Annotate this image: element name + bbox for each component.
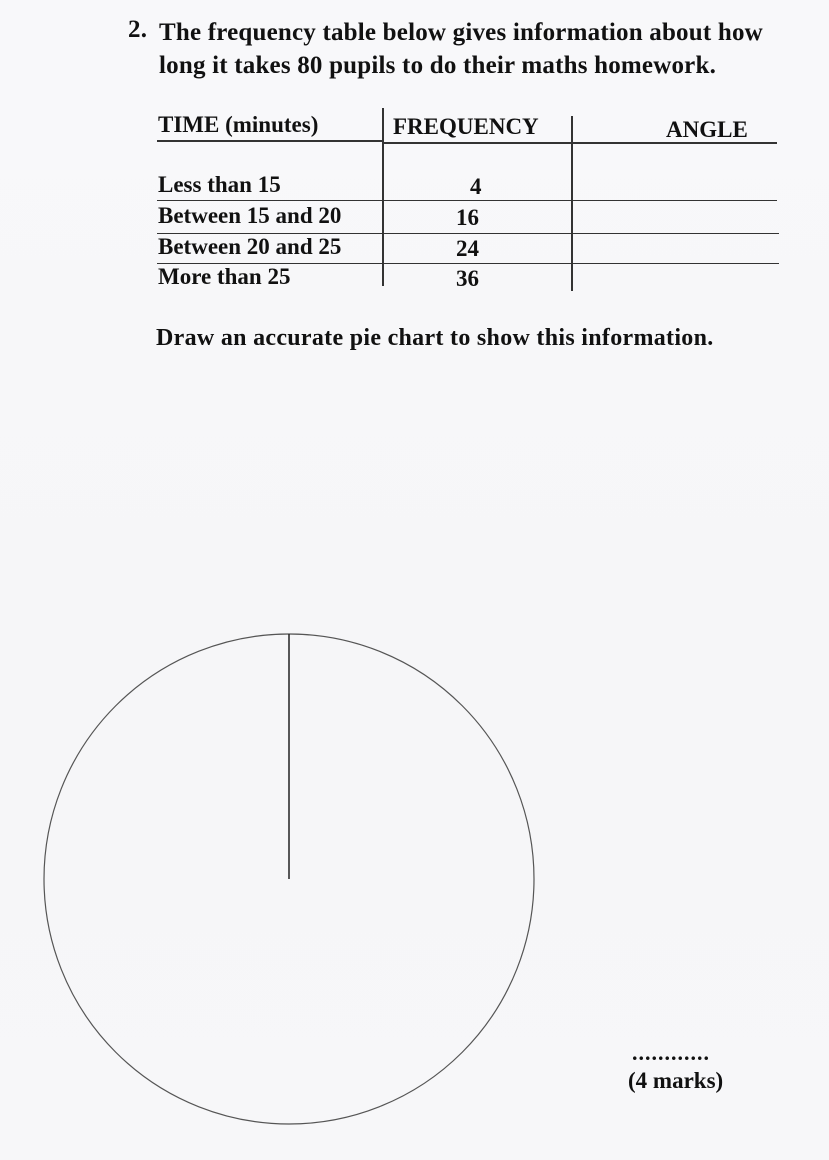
marks-label: (4 marks) xyxy=(628,1068,724,1093)
row-2-time: Between 15 and 20 xyxy=(158,203,342,228)
row-4-time: More than 25 xyxy=(158,264,291,289)
header-time: TIME (minutes) xyxy=(158,112,319,137)
row-separator-1 xyxy=(157,200,777,201)
header-frequency: FREQUENCY xyxy=(393,114,539,139)
row-2-frequency: 16 xyxy=(456,205,479,230)
header-angle: ANGLE xyxy=(666,117,748,142)
pie-circle-svg xyxy=(0,600,600,1140)
question-line-1: The frequency table below gives information about how xyxy=(159,19,763,46)
blank-pie-chart xyxy=(0,600,600,1140)
row-4-frequency: 36 xyxy=(456,266,479,291)
question-number: 2. xyxy=(128,16,148,43)
row-1-frequency: 4 xyxy=(470,174,482,199)
answer-dots: ............ xyxy=(632,1040,710,1065)
question-line-2: long it takes 80 pupils to do their maths homework. xyxy=(159,52,717,79)
frequency-table xyxy=(0,0,829,300)
row-3-time: Between 20 and 25 xyxy=(158,234,342,259)
instruction-text: Draw an accurate pie chart to show this information. xyxy=(156,325,714,351)
header-underline-right xyxy=(383,142,777,144)
column-divider-1 xyxy=(382,108,384,286)
header-underline-time xyxy=(157,140,383,142)
row-3-frequency: 24 xyxy=(456,236,479,261)
column-divider-2 xyxy=(571,116,573,291)
row-1-time: Less than 15 xyxy=(158,172,281,197)
